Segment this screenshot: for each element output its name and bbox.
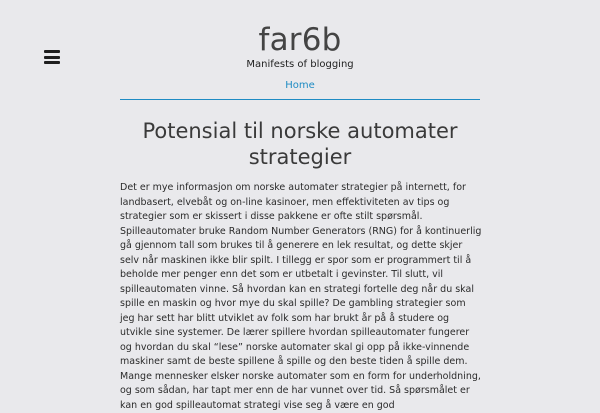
nav-divider: [120, 99, 480, 100]
post-title: Potensial til norske automater strategier: [142, 119, 458, 169]
nav-home-link[interactable]: Home: [285, 80, 315, 91]
site-description: Manifests of blogging: [246, 59, 354, 70]
post-body: Det er mye informasjon om norske automater strategier på internett, for landbasert, elvebåt og on-line kasinoer, men effektiviteten av tips og strategier som er skissert i disse pakkene er ofte stilt spørsmål. Spilleautomater bruke Random Number Generators (RNG) for å kontinuerlig gå gjennom tall som brukes til å generere en lek resultat, og dette skjer selv når maskinen ikke blir spilt. I tillegg er spor som er programmert til å beholde mer penger enn det som er utbetalt i gevinster. Til slutt, vil spilleautomaten vinne. Så hvordan kan en strategi fortelle deg når du skal spille en maskin og hvor mye du skal spille? De gambling strategier som jeg har sett har blitt utviklet av folk som har brukt år på å studere og utvikle sine systemer. De lærer spillere hvordan spilleautomater fungerer og hvordan du skal “lese” norske automater skal gi opp på ikke-vinnende maskiner samt de beste spillene å spille og den beste tiden å spille dem. Mange mennesker elsker norske automater som en form for underholdning, og som sådan, har tapt mer enn de har vunnet over tid. Så spørsmålet er kan en god spilleautomat strategi vise seg å være en god: [120, 182, 482, 411]
site-title[interactable]: far6b: [258, 22, 342, 58]
